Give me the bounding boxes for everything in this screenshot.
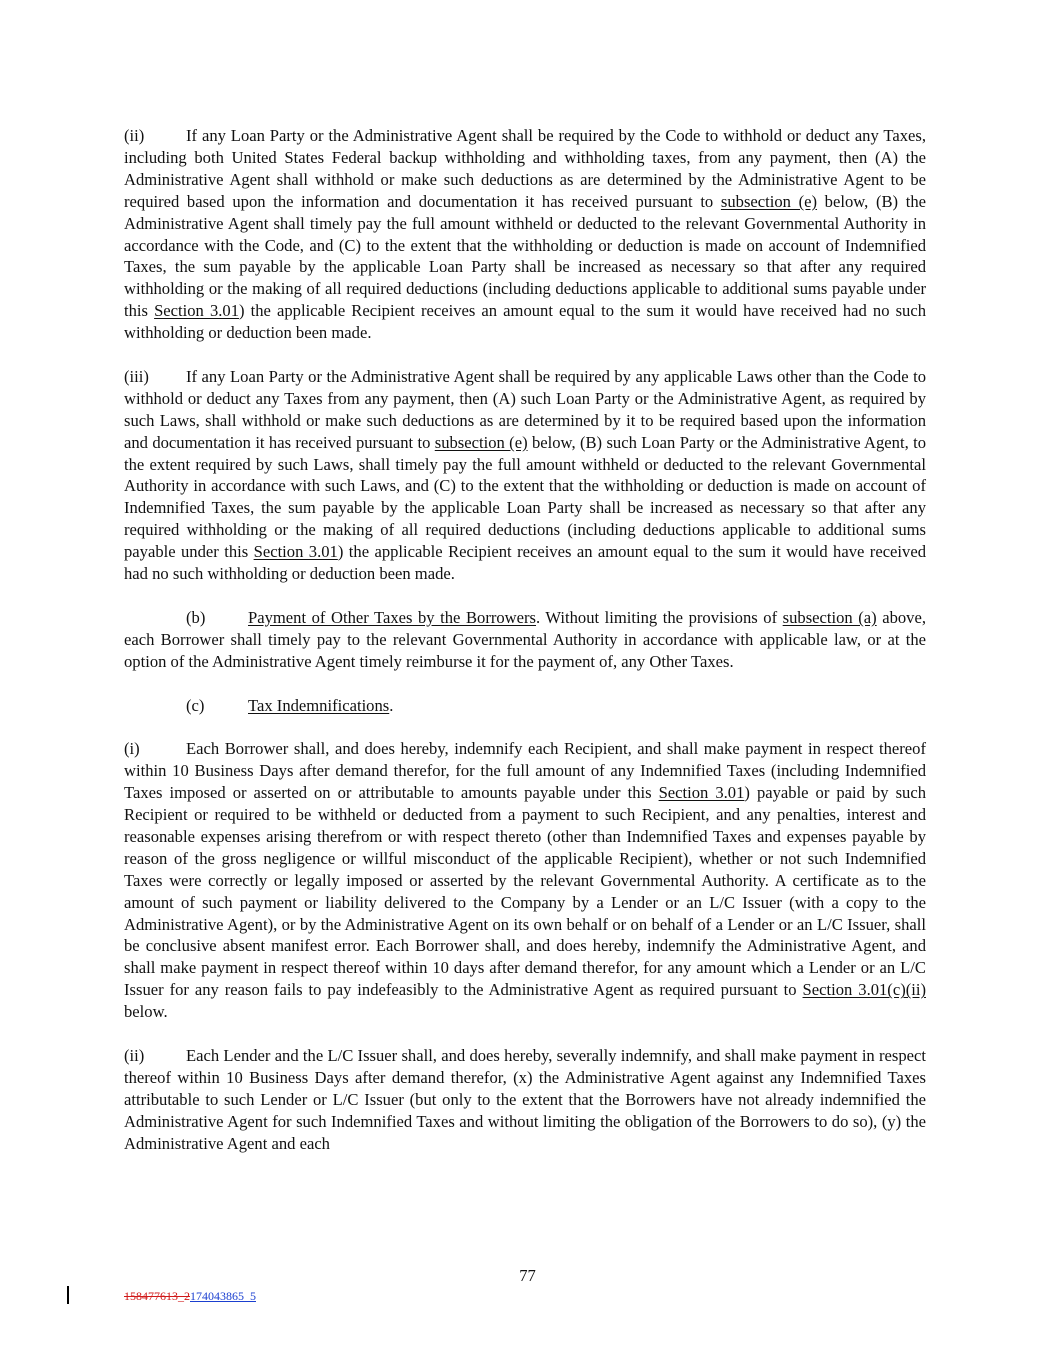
paragraph-number: (ii) xyxy=(124,126,145,145)
page-number: 77 xyxy=(519,1266,536,1285)
paragraph-b xyxy=(124,607,926,673)
document-id-inserted: 174043865_5 xyxy=(190,1289,256,1303)
paragraph-text: below. xyxy=(124,1002,168,1022)
paragraph-c xyxy=(124,695,926,717)
cross-reference: subsection (a) xyxy=(782,607,877,627)
paragraph-text: . xyxy=(389,695,394,715)
paragraph-number: (c) xyxy=(186,695,205,715)
document-body xyxy=(124,125,926,1176)
section-heading: Payment of Other Taxes by the Borrowers xyxy=(248,607,537,627)
paragraph-text: ) payable or paid by such Recipient or required to be withheld or deducted from a payment to such Recipient, and any penalties, interest and reasonable expenses arising therefrom or with respect thereto (other than Indemnified Taxes and expenses payable by reason of the gross negligence or willful misconduct of the applicable Recipient), whether or not such Indemnified Taxes were correctly or legally imposed or asserted by the relevant Governmental Authority. A certificate as to the amount of such payment or liability delivered to the Company by a Lender or an L/C Issuer (with a copy to the Administrative Agent), or by the Administrative Agent on its own behalf or on behalf of a Lender or an L/C Issuer, shall be conclusive absent manifest error. Each Borrower shall, and does hereby, indemnify the Administrative Agent, and shall make payment in respect thereof within 10 days after demand therefor, for any amount which a Lender or an L/C Issuer for any reason fails to pay indefeasibly to the Administrative Agent as required pursuant to xyxy=(124,783,926,1000)
paragraph-number: (b) xyxy=(186,607,206,627)
paragraph-c-ii xyxy=(124,1045,926,1155)
paragraph-text: ) the applicable Recipient receives an amount equal to the sum it would have received had no such withholding or deduction been made. xyxy=(124,301,927,343)
paragraph-text: . Without limiting the provisions of xyxy=(536,607,783,627)
cross-reference: Section 3.01 xyxy=(154,301,239,321)
cross-reference: subsection (e) xyxy=(434,432,528,452)
paragraph-text: above, each Borrower shall timely pay to the relevant Governmental Authority in accordance with applicable law, or at the option of the Administrative Agent timely reimburse it for the payment of, any Other Taxes. xyxy=(124,607,926,671)
cross-reference: Section 3.01 xyxy=(658,783,745,803)
paragraph-text: below, (B) the Administrative Agent shall timely pay the full amount withheld or deducted to the relevant Governmental Authority in accordance with the Code, and (C) to the extent that the withholding or deduction is made on account of Indemnified Taxes, the sum payable by the applicable Loan Party shall be increased as necessary so that after any required withholding or the making of all required deductions (including deductions applicable to additional sums payable under this xyxy=(124,191,926,321)
cross-reference: subsection (e) xyxy=(720,191,818,211)
paragraph-a-iii xyxy=(124,366,926,585)
paragraph-a-ii xyxy=(124,125,926,344)
paragraph-text: ) the applicable Recipient receives an amount equal to the sum it would have received had no such withholding or deduction been made. xyxy=(124,542,926,584)
paragraph-text: If any Loan Party or the Administrative Agent shall be required by any applicable Laws other than the Code to withhold or deduct any Taxes from any payment, then (A) such Loan Party or the Administrative Agent, as required by such Laws, shall withhold or make such deductions as are determined by it to be required based upon the information and documentation it has received pursuant to xyxy=(124,366,926,452)
paragraph-text: Each Lender and the L/C Issuer shall, and does hereby, severally indemnify, and shall make payment in respect thereof within 10 Business Days after demand therefor, (x) the Administrative Agent against any Indemnified Taxes attributable to such Lender or L/C Issuer (but only to the extent that the Borrowers have not already indemnified the Administrative Agent for such Indemnified Taxes and without limiting the obligation of the Borrowers to do so), (y) the Administrative Agent and each xyxy=(124,1045,926,1153)
paragraph-c-i xyxy=(124,738,926,1023)
paragraph-text: below, (B) such Loan Party or the Administrative Agent, to the extent required by such Laws, shall timely pay the full amount withheld or deducted to the relevant Governmental Authority in accordance with such Laws, and (C) to the extent that the withholding or deduction is made on account of Indemnified Taxes, the sum payable by the applicable Loan Party shall be increased as necessary so that after any required withholding or the making of all required deductions (including deductions applicable to additional sums payable under this xyxy=(124,432,926,562)
document-id-deleted: 158477613_2 xyxy=(124,1289,190,1303)
paragraph-text: If any Loan Party or the Administrative Agent shall be required by the Code to withhold or deduct any Taxes, including both United States Federal backup withholding and withholding taxes, from any payment, then (A) the Administrative Agent shall withhold or make such deductions as are determined by the Administrative Agent to be required based upon the information and documentation it has received pursuant to xyxy=(124,126,926,211)
document-id xyxy=(124,1289,256,1304)
change-bar xyxy=(67,1286,69,1304)
cross-reference: Section 3.01(c)(ii) xyxy=(802,980,926,1000)
section-heading: Tax Indemnifications xyxy=(248,695,390,715)
paragraph-number: (i) xyxy=(124,739,140,759)
paragraph-number: (iii) xyxy=(124,366,149,386)
paragraph-text: Each Borrower shall, and does hereby, indemnify each Recipient, and shall make payment in respect thereof within 10 Business Days after demand therefor, for the full amount of any Indemnified Taxes (including Indemnified Taxes imposed or asserted on or attributable to amounts payable under this xyxy=(124,739,926,803)
cross-reference: Section 3.01 xyxy=(253,542,338,562)
paragraph-number: (ii) xyxy=(124,1045,145,1065)
